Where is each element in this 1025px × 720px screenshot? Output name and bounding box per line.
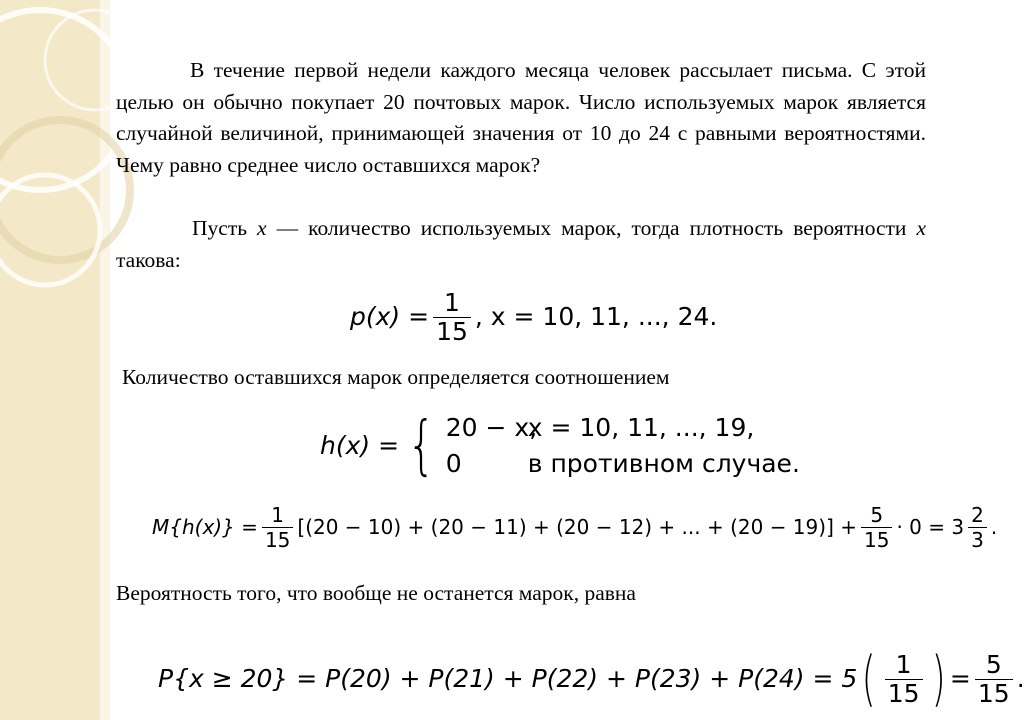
relation-paragraph: Количество оставшихся марок определяется соотношением — [122, 365, 670, 389]
formula3-frac2-num: 5 — [870, 502, 884, 527]
solution-paragraph — [116, 213, 926, 276]
problem-rest: письма. С этой целью он обычно покупает 20 почтовых марок. Число используемых марок является случайной величиной, принимающей значения от 10 до 24 с равными вероятностями. Чему равно среднее число оставшихся марок? — [116, 58, 927, 177]
brace-symbol: { — [407, 409, 436, 483]
formula-probability — [158, 644, 1025, 714]
formula4-fraction1 — [885, 651, 923, 708]
formula-piecewise — [320, 408, 800, 484]
formula1-rest: , x = 10, 11, ..., 24. — [474, 302, 718, 331]
formula4-end: . — [1016, 664, 1025, 693]
formula3-frac3-den: 3 — [968, 527, 987, 552]
formula3-frac2-den: 15 — [861, 527, 892, 552]
formula3-lhs: M{h(x)} = — [152, 515, 258, 539]
formula3-tail: · 0 = 3 — [896, 515, 965, 539]
formula3-fraction3 — [968, 503, 987, 552]
problem-paragraph — [116, 55, 926, 181]
formula2-lhs: h(x) = — [320, 431, 400, 460]
solution-mid: — количество используемых марок, тогда плотность вероятности — [266, 216, 917, 240]
case2-value: 0 — [445, 449, 462, 478]
variable-x-2: x — [916, 216, 926, 240]
paren-open: ( — [861, 644, 877, 714]
problem-line1: В течение первой недели каждого месяца человек рассылает — [190, 58, 773, 82]
formula4-frac1-den: 15 — [885, 679, 923, 708]
formula-expectation — [152, 498, 997, 556]
probability-paragraph: Вероятность того, что вообще не останется марок, равна — [116, 581, 636, 605]
formula4-eq: = — [949, 664, 971, 693]
formula3-frac3-num: 2 — [971, 502, 984, 527]
formula4-frac2-num: 5 — [985, 649, 1002, 679]
variable-x: x — [257, 216, 267, 240]
formula3-frac1-den: 15 — [262, 527, 293, 552]
formula3-sum: [(20 − 10) + (20 − 11) + (20 − 12) + ... + (20 − 19)] + — [297, 515, 857, 539]
solution-start: Пусть — [192, 216, 258, 240]
formula1-den: 15 — [433, 317, 471, 346]
formula4-frac1-num: 1 — [895, 649, 912, 679]
formula3-fraction1 — [262, 503, 293, 552]
paren-close: ) — [931, 644, 946, 714]
formula4-frac2-den: 15 — [975, 679, 1013, 708]
formula1-fraction — [433, 289, 471, 346]
case1-condition: x = 10, 11, ..., 19, — [527, 413, 755, 442]
formula4-lhs: P{x ≥ 20} = P(20) + P(21) + P(22) + P(23) + P(24) = 5 — [158, 664, 858, 693]
case2-condition: в противном случае. — [527, 449, 800, 478]
formula3-frac1-num: 1 — [271, 502, 285, 527]
formula3-end: . — [990, 515, 998, 539]
solution-end: такова: — [116, 247, 181, 272]
formula4-fraction2 — [975, 651, 1013, 708]
case1-value: 20 − x, — [445, 413, 538, 442]
formula1-lhs: p(x) = — [350, 302, 430, 331]
formula-density — [350, 282, 717, 352]
formula2-cases — [446, 410, 800, 482]
decorative-side-panel — [0, 0, 110, 720]
formula1-num: 1 — [444, 287, 460, 317]
formula3-fraction2 — [861, 503, 892, 552]
